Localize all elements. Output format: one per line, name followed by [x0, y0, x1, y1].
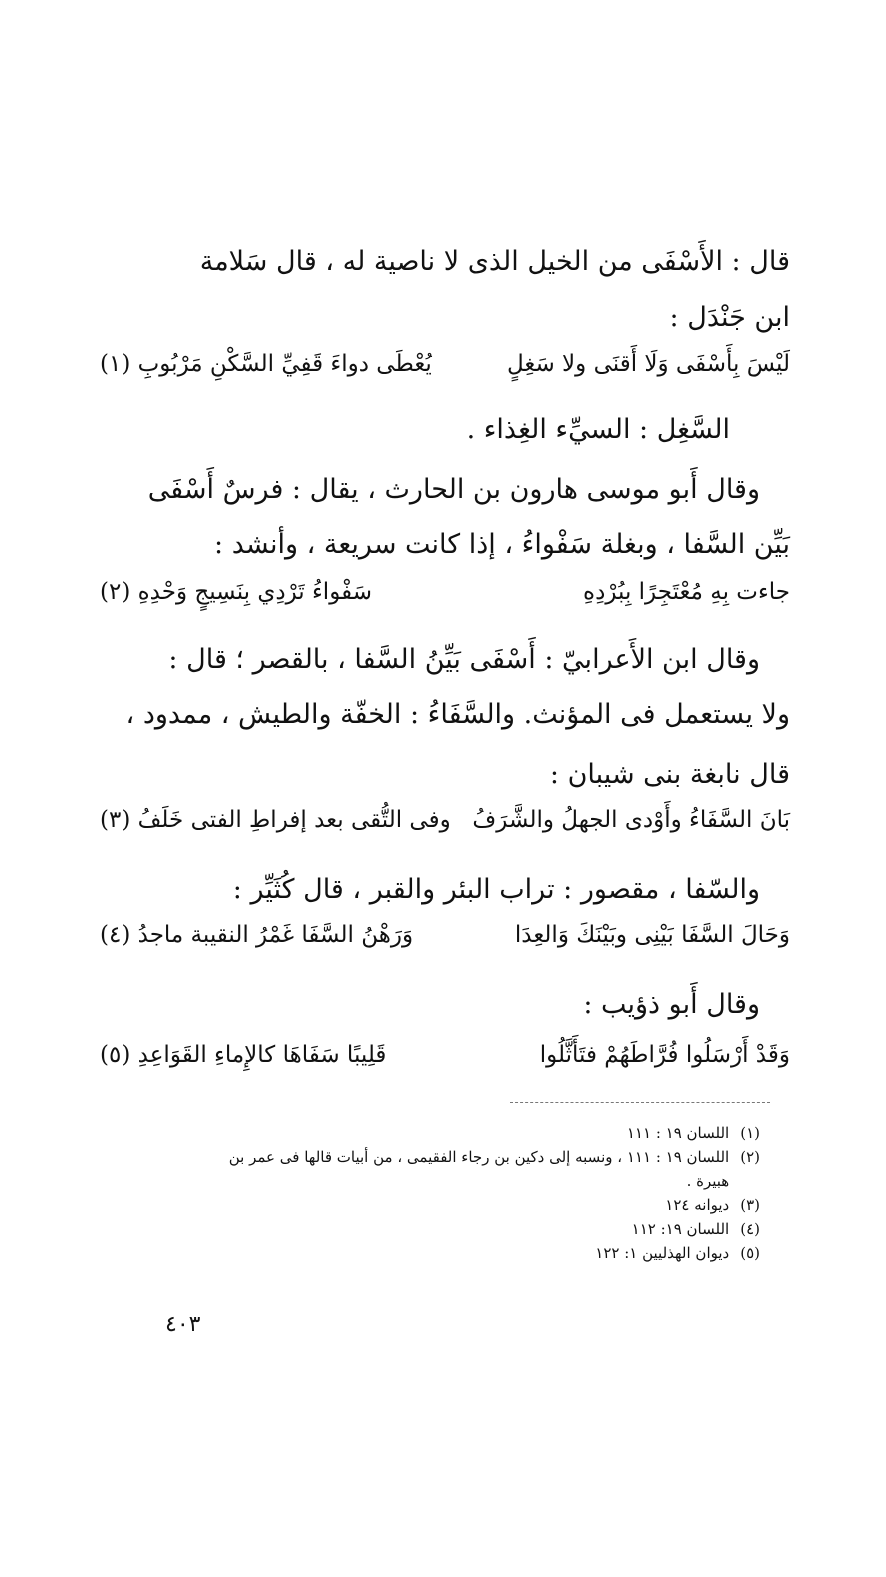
footnote-text: اللسان ١٩ : ١١١ ، ونسبه إلى دكين بن رجاء الفقيمى ، من أبيات قالها فى عمر بن	[228, 1148, 730, 1166]
text-line: ولا يستعمل فى المؤنث. والسَّفَاءُ : الخفّة والطيش ، ممدود ،	[125, 699, 790, 730]
text-line: قال نابغة بنى شيبان :	[549, 759, 790, 790]
footnote-number: (٤)	[740, 1220, 760, 1238]
verse-line	[100, 344, 790, 384]
verse-line	[100, 1035, 790, 1075]
footnote	[100, 1170, 760, 1192]
verse-first-hemistich: وَقَدْ أَرْسَلُوا فُرَّاطَهُمْ فتَأَثَّلُوا	[539, 1042, 790, 1068]
footnote	[100, 1146, 760, 1168]
verse-second-hemistich: سَفْواءُ تَرْدِي بِنَسِيجٍ وَحْدِهِ (٢)	[100, 579, 372, 605]
verse-line	[100, 915, 790, 955]
text-line: قال : الأَسْفَى من الخيل الذى لا ناصية له ، قال سَلامة	[199, 246, 790, 277]
text-line: وقال أَبو موسى هارون بن الحارث ، يقال : فرسٌ أَسْفَى	[147, 474, 760, 505]
text-line: والسّفا ، مقصور : تراب البئر والقبر ، قال كُثَيِّر :	[232, 874, 760, 905]
footnote-text: اللسان ١٩ : ١١١	[626, 1124, 730, 1142]
footnote-number: (٣)	[740, 1196, 760, 1214]
text-line: وقال أَبو ذؤيب :	[583, 989, 760, 1020]
footnote	[100, 1194, 760, 1216]
verse-second-hemistich: وَرَهْنُ السَّفَا غَمْرُ النقيبة ماجدُ (٤)	[100, 922, 414, 948]
footnote-number: (٥)	[740, 1244, 760, 1262]
page-number: ٤٠٣	[165, 1312, 201, 1337]
footnote-text: هبيرة .	[686, 1172, 730, 1190]
verse-first-hemistich: وَحَالَ السَّفَا بَيْنِى وبَيْنَكَ وَالعِدَا	[514, 922, 790, 948]
verse-first-hemistich: بَانَ السَّفَاءُ وأَوْدى الجهلُ والشَّرَفُ	[472, 807, 790, 833]
text-line: بَيِّن السَّفا ، وبغلة سَفْواءُ ، إذا كانت سريعة ، وأنشد :	[214, 529, 790, 560]
verse-second-hemistich: وفى التُّقى بعد إفراطِ الفتى خَلَفُ (٣)	[100, 807, 451, 833]
verse-line	[100, 572, 790, 612]
footnote-number: (١)	[740, 1124, 760, 1142]
footnote	[100, 1242, 760, 1264]
footnote-separator	[510, 1102, 770, 1103]
footnote	[100, 1122, 760, 1144]
text-line: السَّغِل : السيِّء الغِذاء .	[466, 414, 730, 445]
footnote	[100, 1218, 760, 1240]
verse-first-hemistich: جاءت بِهِ مُعْتَجِرًا بِبُرْدِهِ	[583, 579, 790, 605]
verse-second-hemistich: قَلِيبًا سَفَاهَا كالإِماءِ القَوَاعِدِ (٥)	[100, 1042, 387, 1068]
footnote-text: ديوان الهذليين ١: ١٢٢	[595, 1244, 730, 1262]
text-line: ابن جَنْدَل :	[669, 302, 790, 333]
footnote-number: (٢)	[740, 1148, 760, 1166]
footnote-text: ديوانه ١٢٤	[665, 1196, 730, 1214]
text-line: وقال ابن الأَعرابيّ : أَسْفَى بَيِّنُ السَّفا ، بالقصر ؛ قال :	[168, 644, 760, 675]
verse-line	[100, 800, 790, 840]
verse-second-hemistich: يُعْطَى دواءَ قَفِيِّ السَّكْنِ مَرْبُوبِ (١)	[100, 351, 432, 377]
footnote-text: اللسان ١٩: ١١٢	[631, 1220, 730, 1238]
verse-first-hemistich: لَيْسَ بِأَسْفَى وَلَا أَقنَى ولا سَغِلٍ	[506, 351, 790, 377]
